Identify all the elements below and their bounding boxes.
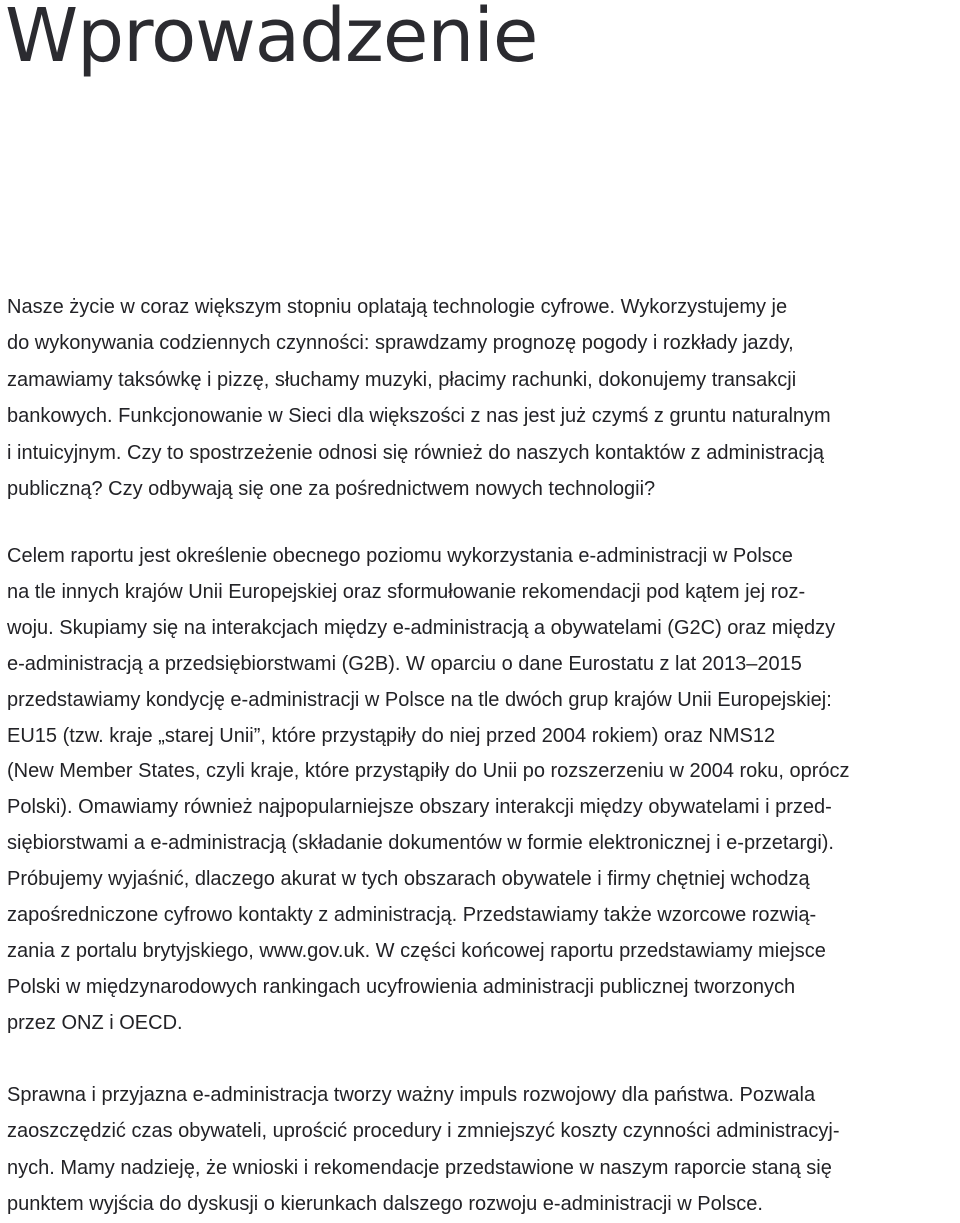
paragraph-line: na tle innych krajów Unii Europejskiej oraz sformułowanie rekomendacji pod kątem jej roz- [7,580,806,603]
paragraph-line: Polski w międzynarodowych rankingach ucyfrowienia administracji publicznej tworzonych [7,975,796,998]
paragraph-line: Celem raportu jest określenie obecnego poziomu wykorzystania e-administracji w Polsce [7,545,793,567]
intro-paragraph-3 [7,1077,957,1223]
paragraph-line: e-administracją a przedsiębiorstwami (G2B). W oparciu o dane Eurostatu z lat 2013–2015 [7,652,802,675]
paragraph-line: Nasze życie w coraz większym stopniu oplatają technologie cyfrowe. Wykorzystujemy je [7,296,788,318]
paragraph-line: bankowych. Funkcjonowanie w Sieci dla większości z nas jest już czymś z gruntu naturalnym [7,405,831,428]
paragraph-line: zapośredniczone cyfrowo kontakty z administracją. Przedstawiamy także wzorcowe rozwią- [7,904,817,927]
paragraph-line: punktem wyjścia do dyskusji o kierunkach dalszego rozwoju e-administracji w Polsce. [7,1193,763,1216]
paragraph-line: Polski). Omawiamy również najpopularniejsze obszary interakcji między obywatelami i przed- [7,796,832,819]
paragraph-line: zamawiamy taksówkę i pizzę, słuchamy muzyki, płacimy rachunki, dokonujemy transakcji [7,368,797,391]
paragraph-line: i intuicyjnym. Czy to spostrzeżenie odnosi się również do naszych kontaktów z administracją [7,441,825,464]
paragraph-line: woju. Skupiamy się na interakcjach między e-administracją a obywatelami (G2C) oraz między [7,616,836,639]
intro-paragraph-2 [7,539,959,1042]
paragraph-line: do wykonywania codziennych czynności: sprawdzamy prognozę pogody i rozkłady jazdy, [7,332,794,355]
paragraph-line: zaoszczędzić czas obywateli, uprościć procedury i zmniejszyć koszty czynności administracyj- [7,1120,840,1143]
paragraph-line: zania z portalu brytyjskiego, www.gov.uk. W części końcowej raportu przedstawiamy miejsce [7,939,826,962]
paragraph-line: Sprawna i przyjazna e-administracja tworzy ważny impuls rozwojowy dla państwa. Pozwala [7,1084,816,1106]
paragraph-line: siębiorstwami a e-administracją (składanie dokumentów w formie elektronicznej i e-przetargi). [7,832,834,855]
intro-paragraph-1 [7,289,957,507]
paragraph-line: przedstawiamy kondycję e-administracji w Polsce na tle dwóch grup krajów Unii Europejskiej: [7,688,832,711]
paragraph-line: przez ONZ i OECD. [7,1011,183,1034]
paragraph-line: nych. Mamy nadzieję, że wnioski i rekomendacje przedstawione w naszym raporcie staną się [7,1156,832,1179]
paragraph-line: Próbujemy wyjaśnić, dlaczego akurat w tych obszarach obywatele i firmy chętniej wchodzą [7,868,810,891]
paragraph-line: (New Member States, czyli kraje, które przystąpiły do Unii po rozszerzeniu w 2004 roku, oprócz [7,760,850,783]
paragraph-line: EU15 (tzw. kraje „starej Unii”, które przystąpiły do niej przed 2004 rokiem) oraz NMS12 [7,724,776,747]
paragraph-line: publiczną? Czy odbywają się one za pośrednictwem nowych technologii? [7,478,656,501]
page-title: Wprowadzenie [5,0,538,79]
